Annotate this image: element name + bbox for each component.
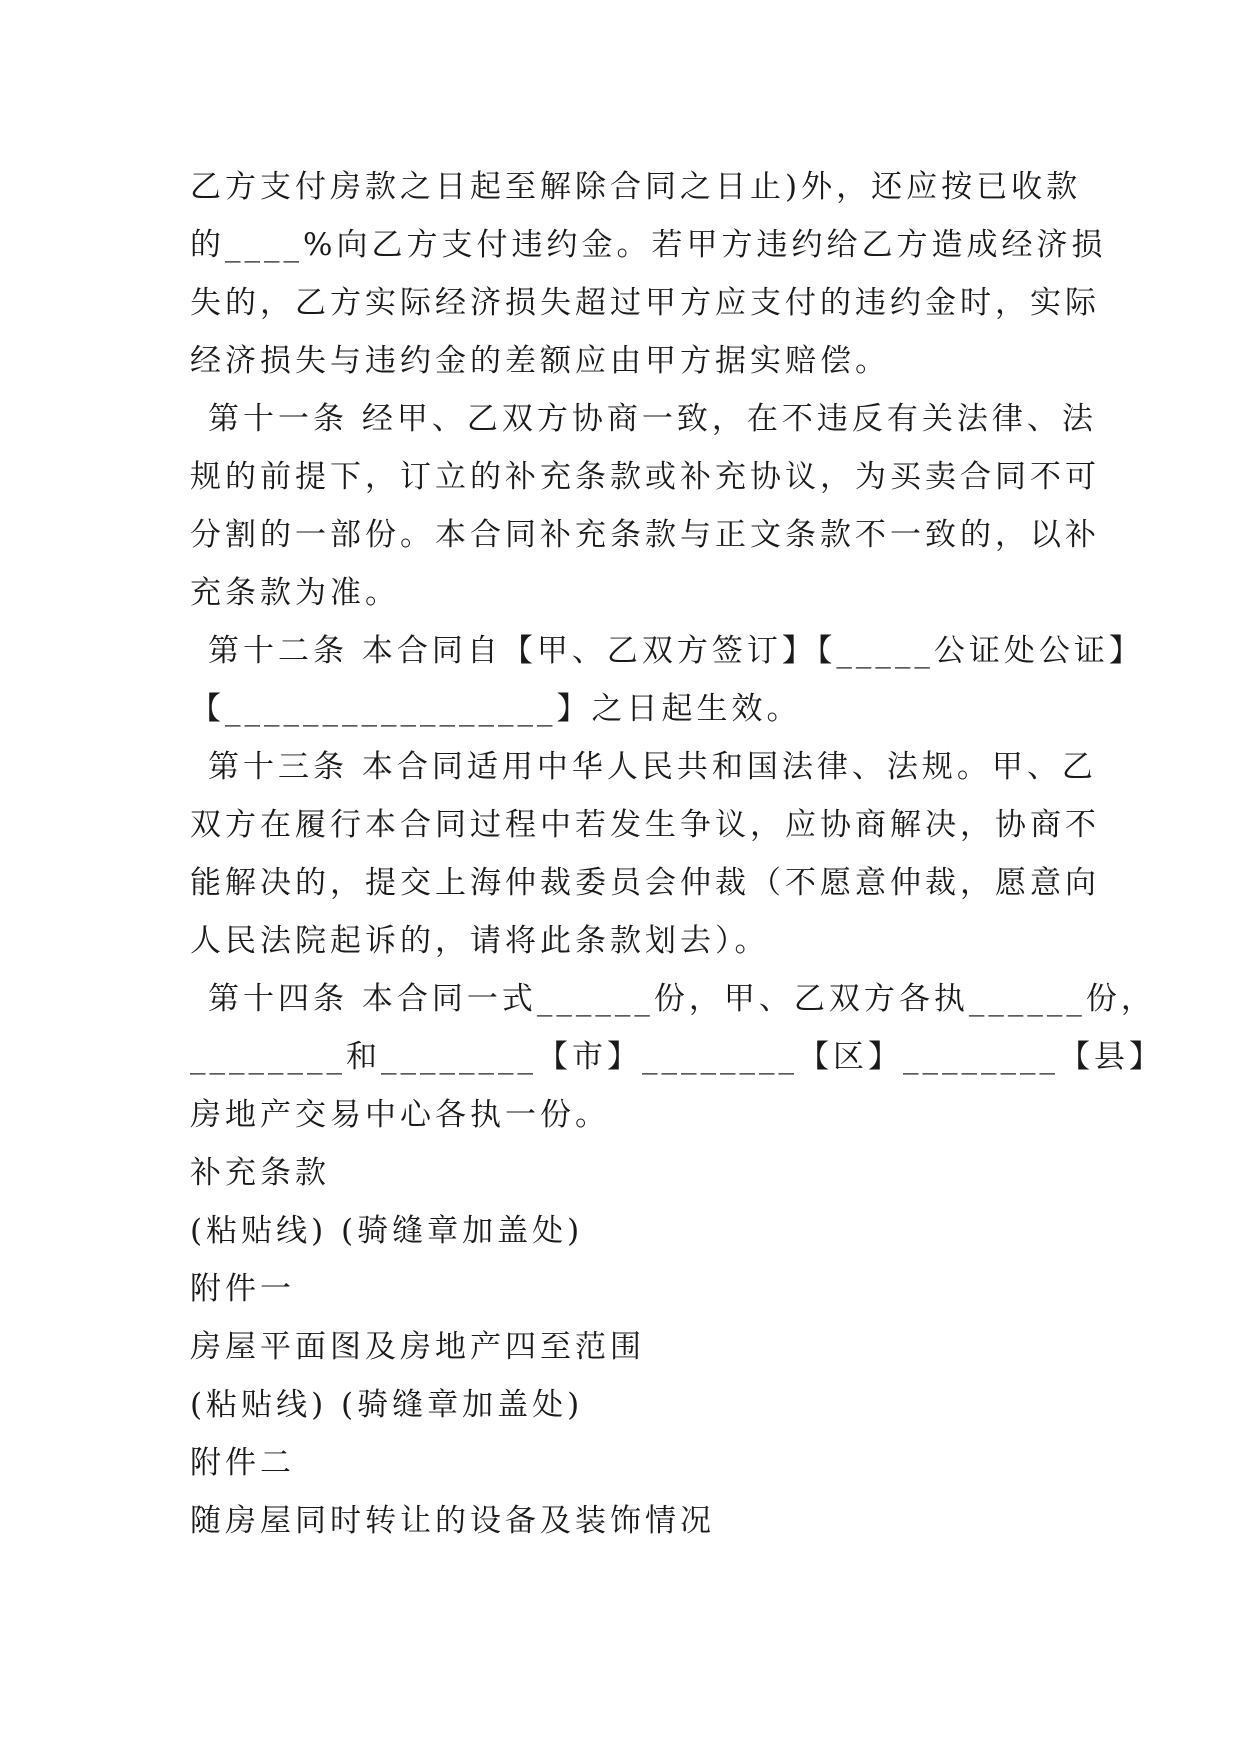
article-12-line: 第十二条 本合同自【甲、乙双方签订】【_____公证处公证】 (208, 633, 1144, 669)
attachment-2-title: 随房屋同时转让的设备及装饰情况 (190, 1503, 715, 1539)
attachment-2-heading: 附件二 (190, 1445, 295, 1481)
paragraph-line: 分割的一部份。本合同补充条款与正文条款不一致的，以补 (190, 517, 1100, 553)
section-heading-supplementary: 补充条款 (190, 1155, 330, 1191)
paragraph-line: 乙方支付房款之日起至解除合同之日止)外，还应按已收款 (190, 169, 1082, 205)
article-11-line: 第十一条 经甲、乙双方协商一致，在不违反有关法律、法 (208, 401, 1097, 437)
paragraph-line: 经济损失与违约金的差额应由甲方据实赔偿。 (190, 343, 890, 379)
paragraph-line: ________和________【市】________【区】________【县】 (190, 1039, 1164, 1075)
paragraph-line: 的____%向乙方支付违约金。若甲方违约给乙方造成经济损 (190, 227, 1107, 263)
article-14-line: 第十四条 本合同一式______份，甲、乙双方各执______份， (208, 981, 1156, 1017)
document-page (190, 158, 1164, 1550)
article-13-line: 第十三条 本合同适用中华人民共和国法律、法规。甲、乙 (208, 749, 1097, 785)
paragraph-line: 双方在履行本合同过程中若发生争议，应协商解决，协商不 (190, 807, 1100, 843)
attachment-1-heading: 附件一 (190, 1271, 295, 1307)
paragraph-line: 人民法院起诉的，请将此条款划去）。 (190, 923, 770, 959)
paragraph-line: 房地产交易中心各执一份。 (190, 1097, 610, 1133)
paragraph-line: 【_________________】之日起生效。 (190, 691, 802, 727)
paste-line-note: (粘贴线) (骑缝章加盖处) (190, 1213, 584, 1249)
paragraph-line: 失的，乙方实际经济损失超过甲方应支付的违约金时，实际 (190, 285, 1100, 321)
attachment-1-title: 房屋平面图及房地产四至范围 (190, 1329, 645, 1365)
paste-line-note: (粘贴线) (骑缝章加盖处) (190, 1387, 584, 1423)
paragraph-line: 规的前提下，订立的补充条款或补充协议，为买卖合同不可 (190, 459, 1100, 495)
paragraph-line: 充条款为准。 (190, 575, 400, 611)
paragraph-line: 能解决的，提交上海仲裁委员会仲裁（不愿意仲裁，愿意向 (190, 865, 1100, 901)
